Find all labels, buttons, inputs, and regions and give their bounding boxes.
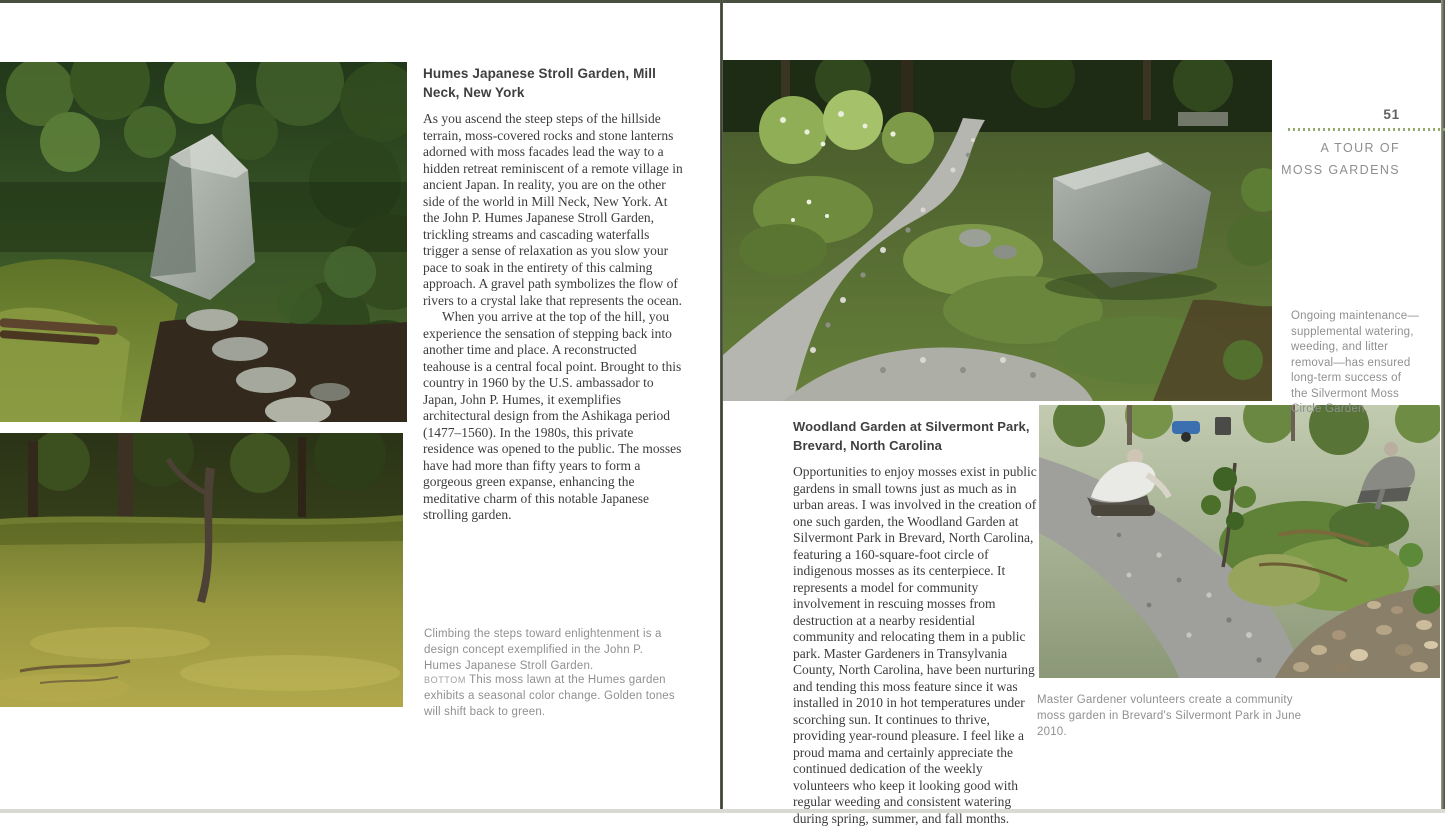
photo-humes-lawn-illustration <box>0 433 403 707</box>
caption-volunteers: Master Gardener volunteers create a community moss garden in Brevard's Silvermont Park in June 2010. <box>1037 694 1302 738</box>
dotted-accent-rule <box>1288 128 1445 131</box>
photo-volunteers-illustration <box>1039 405 1440 678</box>
caption-humes-steps: Climbing the steps toward enlightenment is a design concept exemplified in the John P. Humes Japanese Stroll Garden. <box>424 628 662 672</box>
caption-humes-lawn-text: This moss lawn at the Humes garden exhibits a seasonal color change. Golden tones will shift back to green. <box>424 674 675 718</box>
running-head-line1: A TOUR OF <box>1320 141 1400 155</box>
sidebar-caption: Ongoing maintenance—supplemental watering, weeding, and litter removal—has ensured long-term success of the Silvermont Moss Circle Garden. <box>1291 310 1420 415</box>
left-page-text-column <box>423 64 685 524</box>
right-edge-rule <box>1441 0 1445 813</box>
photo-humes-stroll-garden-steps <box>0 62 407 422</box>
left-paragraph-2: When you arrive at the top of the hill, you experience the sensation of stepping back into another time and place. A reconstructed teahouse is a central focal point. Brought to this country in 1960 by the U.S. ambassador to Japan, John P. Humes, it exemplifies architectural design from the Ashikaga period (1477–1560). In the 1980s, this private residence was opened to the public. The mosses have had more than fifty years to form a gorgeous green expanse, enhancing the meditative charm of this notable Japanese strolling garden. <box>423 309 682 522</box>
photo-silvermont-circle-illustration <box>723 60 1272 401</box>
bottom-edge-rule <box>0 809 1445 813</box>
right-section-heading: Woodland Garden at Silvermont Park, Brevard, North Carolina <box>793 419 1030 453</box>
photo-silvermont-moss-circle-garden <box>723 60 1272 401</box>
page-number: 51 <box>1383 107 1400 122</box>
right-paragraph: Opportunities to enjoy mosses exist in public gardens in small towns just as much as in urban areas. I was involved in the creation of one such garden, the Woodland Garden at Silvermont Park in Brevard, North Carolina, featuring a 160-square-foot circle of indigenous mosses as its centerpiece. It represents a model for community involvement in rescuing mosses from destruction at a nearby residential community and relocating them in a public park. Master Gardeners in Transylvania County, North Carolina, have been nurturing and tending this moss feature since it was installed in 2010 in hot temperatures under scorching sun. It continues to thrive, providing year-round pleasure. I feel like a proud mama and certainly appreciate the continued dedication of the weekly volunteers who keep it looking good with regular weeding and consistent watering during spring, summer, and fall months. <box>793 464 1037 826</box>
photo-humes-moss-lawn <box>0 433 403 707</box>
photo-silvermont-volunteers <box>1039 405 1440 678</box>
caption-humes-lawn <box>424 672 676 720</box>
photo-humes-steps-illustration <box>0 62 407 422</box>
caption-position-label: BOTTOM <box>424 675 466 685</box>
right-page-text-column <box>793 417 1039 827</box>
running-head-line2: MOSS GARDENS <box>1281 163 1400 177</box>
left-section-heading: Humes Japanese Stroll Garden, Mill Neck, New York <box>423 66 656 100</box>
running-head <box>1200 137 1400 181</box>
left-paragraph-1: As you ascend the steep steps of the hillside terrain, moss-covered rocks and stone lanterns adorned with moss facades lead the way to a hidden retreat reminiscent of a remote village in ancient Japan. In reality, you are on the other side of the world in Mill Neck, New York. At the John P. Humes Japanese Stroll Garden, trickling streams and cascading waterfalls trigger a sense of relaxation as you slow your pace to soak in the entirety of this calming approach. A gravel path symbolizes the flow of rivers to a crystal lake that represents the ocean. <box>423 111 683 308</box>
